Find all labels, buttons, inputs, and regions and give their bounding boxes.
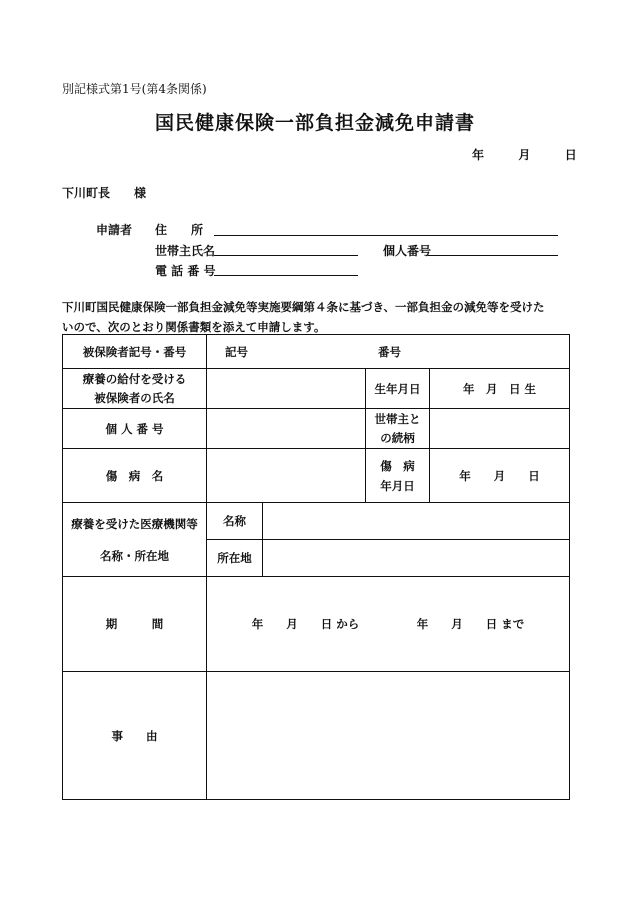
date-month-label: 月 (518, 148, 531, 162)
injury-date-field[interactable]: 年 月 日 (430, 449, 570, 503)
page-title: 国民健康保険一部負担金減免申請書 (154, 112, 475, 134)
institution-label-line-2: 名称・所在地 (100, 548, 169, 563)
form-id: 別記様式第1号(第4条関係) (62, 82, 207, 96)
institution-name-field[interactable] (263, 503, 570, 540)
reason-label: 事 由 (63, 672, 207, 800)
institution-name-label: 名称 (207, 503, 263, 540)
head-name-field[interactable] (214, 255, 358, 256)
disease-name-label: 傷 病 名 (63, 449, 207, 503)
injury-date-label (366, 449, 430, 503)
reason-field[interactable] (207, 672, 570, 800)
period-label: 期 間 (63, 577, 207, 672)
body-text (62, 297, 545, 337)
institution-label (63, 503, 207, 577)
personal-number-label: 個人番号 (383, 244, 432, 258)
phone-label: 電 話 番 号 (155, 264, 216, 278)
relation-label-line-1: 世帯主と (374, 411, 421, 426)
relation-label (366, 409, 430, 449)
body-text-line-1: 下川町国民健康保険一部負担金減免等実施要綱第４条に基づき、一部負担金の減免等を受けた (62, 300, 545, 314)
head-name-label: 世帯主氏名 (155, 244, 216, 258)
table-row (63, 672, 570, 800)
addressee: 下川町長 様 (62, 186, 147, 200)
recipient-label-line-1: 療養の給付を受ける (82, 371, 187, 386)
date-line (472, 146, 577, 163)
personal-number-field[interactable] (428, 255, 558, 256)
table-row (63, 369, 570, 409)
institution-label-line-1: 療養を受けた医療機関等 (71, 516, 198, 531)
insured-symbol-number-cell[interactable] (207, 335, 570, 369)
application-table (62, 334, 570, 800)
recipient-name-field[interactable] (207, 369, 366, 409)
recipient-label-line-2: 被保険者の氏名 (94, 390, 175, 405)
injury-date-label-line-2: 年月日 (380, 478, 415, 493)
relation-label-line-2: の続柄 (380, 430, 415, 445)
personal-number-table-field[interactable] (207, 409, 366, 449)
date-day-label: 日 (564, 148, 577, 162)
table-row (63, 503, 570, 540)
phone-field[interactable] (214, 275, 358, 276)
body-text-line-2: いので、次のとおり関係書類を添えて申請します。 (62, 320, 326, 334)
date-year-label: 年 (472, 148, 485, 162)
applicant-label: 申請者 (96, 223, 133, 237)
recipient-name-label (63, 369, 207, 409)
address-field[interactable] (214, 235, 558, 236)
relation-field[interactable] (430, 409, 570, 449)
table-row (63, 409, 570, 449)
table-row (63, 449, 570, 503)
birth-date-label: 生年月日 (366, 369, 430, 409)
disease-name-field[interactable] (207, 449, 366, 503)
address-label: 住 所 (155, 223, 204, 237)
period-field[interactable]: 年 月 日 から 年 月 日 まで (207, 577, 570, 672)
insured-symbol-number-label: 被保険者記号・番号 (63, 335, 207, 369)
injury-date-label-line-1: 傷 病 (380, 458, 415, 473)
table-row (63, 335, 570, 369)
birth-date-field[interactable]: 年 月 日 生 (430, 369, 570, 409)
personal-number-table-label: 個 人 番 号 (63, 409, 207, 449)
number-label: 番号 (378, 344, 402, 359)
symbol-label: 記号 (225, 344, 248, 359)
institution-location-field[interactable] (263, 540, 570, 577)
institution-location-label: 所在地 (207, 540, 263, 577)
table-row (63, 577, 570, 672)
